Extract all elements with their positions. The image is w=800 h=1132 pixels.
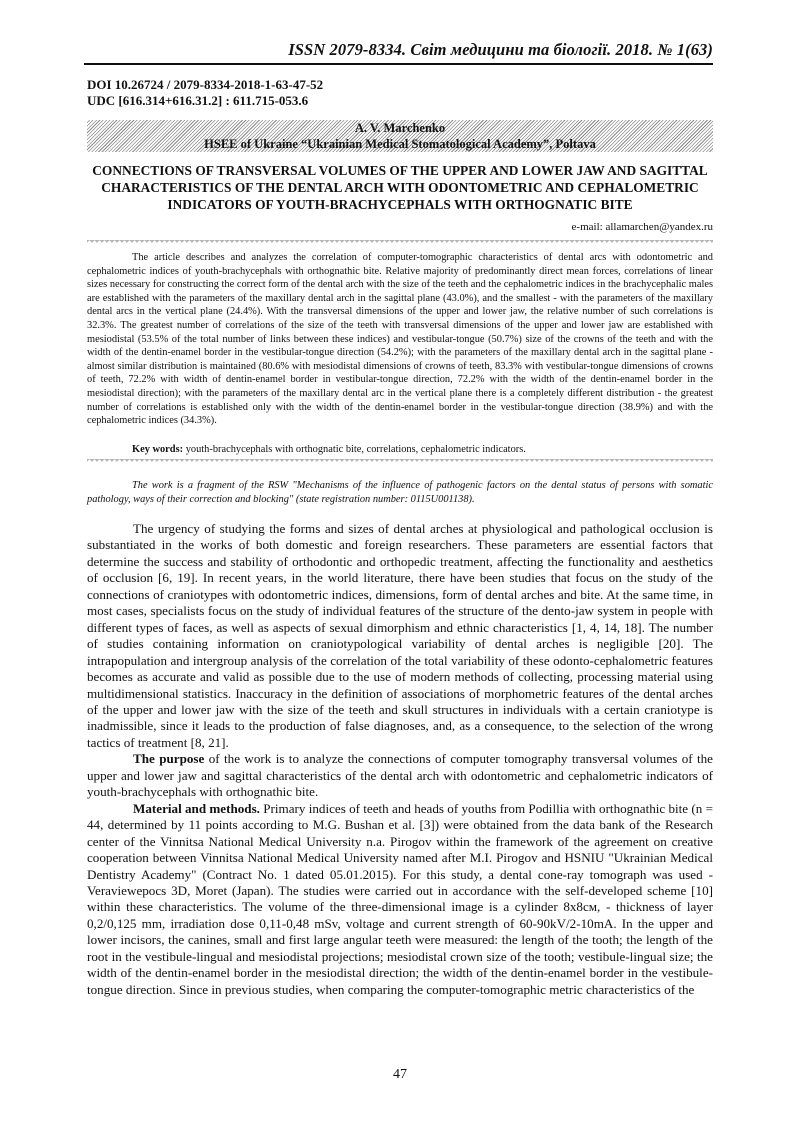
udc-line: UDC [616.314+616.31.2] : 611.715-053.6 <box>87 93 309 108</box>
methods-text: Primary indices of teeth and heads of youths from Podillia with orthognathic bite (n = 44, determined by 11 points according to M.G. Bushan et al. [3]) were obtained from the data bank of the Research center of the Vinnitsa National Medical University n.a. Pirogov within the framework of the agreement on creative cooperation between Vinnitsa National Medical University named after M.I. Pirogov and HSNIU "Ukrainian Medical Dentistry Academy" (Contract No. 1 dated 05.01.2015). For this study, a dental cone-ray tomograph was used - Veraviewepocs 3D, Moret (Japan). The studies were carried out in accordance with the self-developed scheme [10] within these characteristics. The volume of the three-dimensional image is a cylinder 8x8см, - thickness of layer 0,2/0,125 mm, irradiation dose 0,11-0,48 mSv, voltage and current strength of 60-90kV/2-10mA. In the upper and lower incisors, the canines, small and first large angular teeth were measured: the length of the tooth; the length of the root in the vestibule-lingual and mesiodistal projections; mesiodistal crown size of the tooth; vestibule-lingual size; the width of the dentin-enamel border in the mesiodistal direction; the width of the dentin-enamel border in the vestibule-tongue direction. Since in previous studies, when comparing the computer-tomographic metric characteristics of the <box>87 800 713 997</box>
author-name: A. V. Marchenko <box>354 121 446 135</box>
page-number: 47 <box>393 1067 407 1082</box>
paper-title: CONNECTIONS OF TRANSVERSAL VOLUMES OF THE UPPER AND LOWER JAW AND SAGITTAL CHARACTERISTICS OF THE DENTAL ARCH WITH ODONTOMETRIC AND CEPHALOMETRIC INDICATORS OF YOUTH-BRACHYCEPHALS WITH ORTHOGNATIC BITE <box>92 163 708 212</box>
header-rule <box>84 63 713 65</box>
purpose-paragraph <box>87 751 713 800</box>
purpose-text: of the work is to analyze the connections of computer tomography transversal volumes of the upper and lower jaw and sagittal characteristics of the dental arch with odontometric and cephalometric indicators of youth-brachycephals with orthognathic bite. <box>87 751 713 800</box>
keywords-label: Key words: <box>132 444 184 455</box>
journal-header: ISSN 2079-8334. Світ медицини та біології. 2018. № 1(63) <box>288 40 713 59</box>
author-email: e-mail: allamarchen@yandex.ru <box>571 221 713 233</box>
author-band <box>87 120 713 152</box>
methods-label: Material and methods. <box>133 800 260 816</box>
doi-line: DOI 10.26724 / 2079-8334-2018-1-63-47-52 <box>87 77 324 92</box>
keywords <box>87 443 713 457</box>
methods-paragraph <box>87 801 713 998</box>
intro-paragraph: The urgency of studying the forms and sizes of dental arches at physiological and pathological occlusion is substantiated in the works of both domestic and foreign researchers. These parameters are essential factors that determine the success and stability of orthodontic and orthopedic treatment, affecting the functionality and aesthetics of occlusion [6, 19]. In recent years, in the world literature, there have been studies that focus on the study of the connections of craniotypes with odontometric indices, dimensions, form of dental arches and bite. At the same time, in most cases, specialists focus on the study of individual features of the structure of the dento-jaw system in people with different types of faces, as well as aspects of sexual dimorphism and ethnic characteristics [1, 4, 14, 18]. The number of studies containing information on craniotypological variability of dental arches is negligible [20]. The intrapopulation and intergroup analysis of the correlation of the total variability of these odonto-cephalometric features becomes as accurate and valid as possible due to the use of modern methods of collecting, processing material using multidimensional statistics. Inaccuracy in the definition of associations of morphometric features of the dental arches of the upper and lower jaw with the size of the teeth and skull structures in individuals with a certain craniotype is inadmissible, since it leads to the production of false diagnoses, and, as a consequence, to the selection of the wrong tactics of treatment [8, 21]. <box>87 521 713 750</box>
author-affiliation: HSEE of Ukraine “Ukrainian Medical Stomatological Academy”, Poltava <box>204 137 596 151</box>
abstract-top-divider <box>87 240 713 247</box>
keywords-text: youth-brachycephals with orthognatic bite, correlations, cephalometric indicators. <box>183 444 526 455</box>
abstract-bottom-divider <box>87 459 713 466</box>
purpose-label: The purpose <box>133 751 205 767</box>
identifiers-block <box>87 77 323 109</box>
body-text <box>87 521 713 998</box>
abstract: The article describes and analyzes the correlation of computer-tomographic characteristics of dental arcs with odontometric and cephalometric indices of youth-brachycephals with orthognathic bite. Relative majority of predominantly direct mean forces, correlations of linear sizes necessary for constructing the correct form of the dental arch with the size of the teeth and the cephalometric indices in the brachycephalic males are established with the parameters of the maxillary dental arch in the sagittal plane (43.0%), and the smallest - with the parameters of the maxillary dental arcs in the vertical plane (24.4%). With the transversal dimensions of the upper and lower jaw, the relative number of such correlations is 32.3%. The greatest number of correlations of the size of the teeth with transversal dimensions of the upper and lower jaw are established with mesiodistal (53.5% of the total number of links between these indices) and vestibular-tongue (50.7%) size of the crowns of the teeth and with the width of the dentin-enamel border in the vestibular-tongue direction (54.2%); with the parameters of the maxillary dental arch in the sagittal plane - almost similar distribution is maintained (80.6% with mesiodistal dimensions of crowns of teeth, 83.3% with vestibular-tongue dimensions of crowns of teeth, 72.2% with width of dentin-enamel border in vestibular-tongue direction, 72.2% with the width of the dentin-enamel border in the mesiodistal direction); with the parameters of the maxillary dental arc in the vertical plane there is a completely different distribution - the greatest number of correlations is established only with the width of the dentin-enamel border in the vestibular-tongue direction (38.9%) and with the cephalometric indices (34.3%). <box>87 252 713 427</box>
fragment-note: The work is a fragment of the RSW "Mechanisms of the influence of pathogenic factors on the dental status of persons with somatic pathology, ways of their correction and blocking" (state registration number: 0115U001138). <box>87 480 713 505</box>
